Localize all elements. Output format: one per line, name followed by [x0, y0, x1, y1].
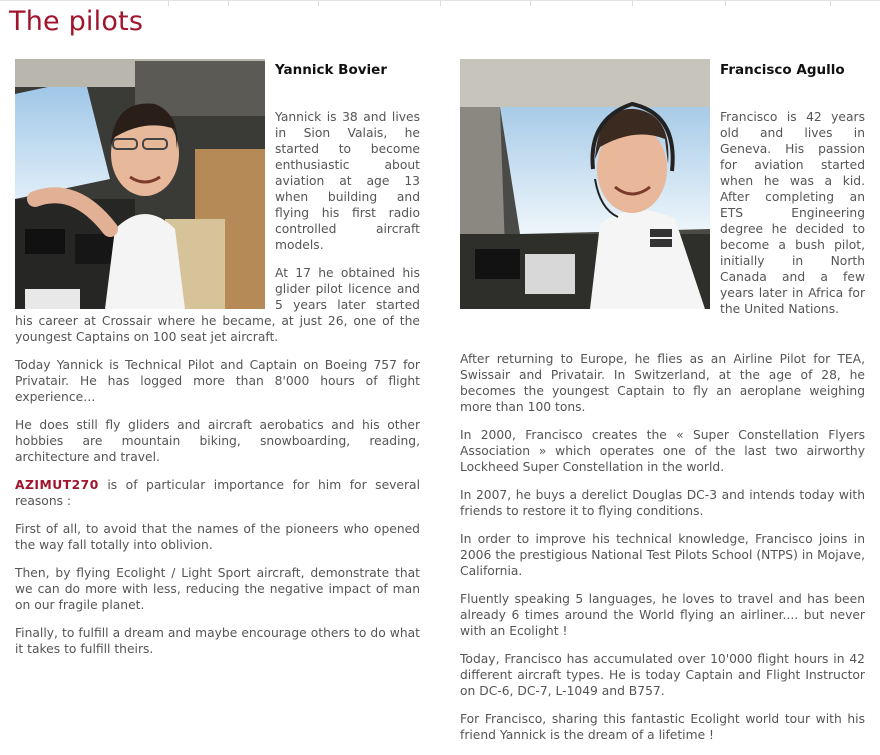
pilot-photo-yannick [15, 59, 265, 309]
pilot-paragraph [15, 477, 420, 509]
pilot-card-yannick [15, 59, 420, 669]
pilot-paragraph: In 2000, Francisco creates the « Super Constellation Flyers Association » which operates one of the last two airworthy Lockheed Super Constellation in the world. [460, 428, 865, 474]
pilot-photo-francisco [460, 59, 710, 309]
pilot-paragraph: In 2007, he buys a derelict Douglas DC-3 and intends today with friends to restore it to flying conditions. [460, 488, 865, 518]
pilot-paragraph: Francisco is 42 years old and lives in Geneva. His passion for aviation started when he was a kid. After completing an ETS Engineering degree he decided to become a bush pilot, initially in North Canada and a few years later in Africa for the United Nations. [720, 110, 865, 316]
pilot-paragraph: Today, Francisco has accumulated over 10'000 flight hours in 42 different aircraft types. He is today Captain and Flight Instructor on DC-6, DC-7, L-1049 and B757. [460, 652, 865, 698]
pilot-name: Yannick Bovier [275, 62, 387, 78]
page-title: The pilots [9, 6, 144, 37]
spacer [460, 329, 865, 351]
brand-paragraph-text: is of particular importance for him for several reasons : [15, 478, 420, 508]
pilot-name: Francisco Agullo [720, 62, 845, 78]
cockpit-photo-icon [460, 59, 710, 309]
pilot-paragraph: After returning to Europe, he flies as an Airline Pilot for TEA, Swissair and Privatair. In Switzerland, at the age of 28, he becomes the youngest Captain to fly an aeroplane weighing more than 100 tons. [460, 352, 865, 414]
pilot-paragraph: Today Yannick is Technical Pilot and Captain on Boeing 757 for Privatair. He has logged more than 8'000 hours of flight experience… [15, 358, 420, 404]
pilot-paragraph: First of all, to avoid that the names of the pioneers who opened the way fall totally into oblivion. [15, 522, 420, 552]
pilot-card-francisco [460, 59, 865, 755]
pilot-paragraph: At 17 he obtained his glider pilot licence and 5 years later started his career at Crossair where he became, at just 26, one of the youngest Captains on 100 seat jet aircraft. [15, 266, 420, 344]
pilot-paragraph: Then, by flying Ecolight / Light Sport aircraft, demonstrate that we can do more with less, reducing the negative impact of man on our fragile planet. [15, 566, 420, 612]
brand-name: AZIMUT270 [15, 478, 99, 492]
cockpit-photo-icon [15, 59, 265, 309]
pilot-paragraph: Fluently speaking 5 languages, he loves to travel and has been already 6 times around the World flying an airliner.... but never with an Ecolight ! [460, 592, 865, 638]
top-divider [0, 0, 880, 5]
pilot-paragraph: He does still fly gliders and aircraft aerobatics and his other hobbies are mountain biking, snowboarding, reading, architecture and travel. [15, 418, 420, 464]
pilot-paragraph: Yannick is 38 and lives in Sion Valais, he started to become enthusiastic about aviation at age 13 when building and flying his first radio controlled aircraft models. [275, 110, 420, 252]
pilot-paragraph: For Francisco, sharing this fantastic Ecolight world tour with his friend Yannick is the dream of a lifetime ! [460, 712, 865, 742]
pilot-paragraph: Finally, to fulfill a dream and maybe encourage others to do what it takes to fulfill theirs. [15, 626, 420, 656]
pilot-paragraph: In order to improve his technical knowledge, Francisco joins in 2006 the prestigious National Test Pilots School (NTPS) in Mojave, California. [460, 532, 865, 578]
